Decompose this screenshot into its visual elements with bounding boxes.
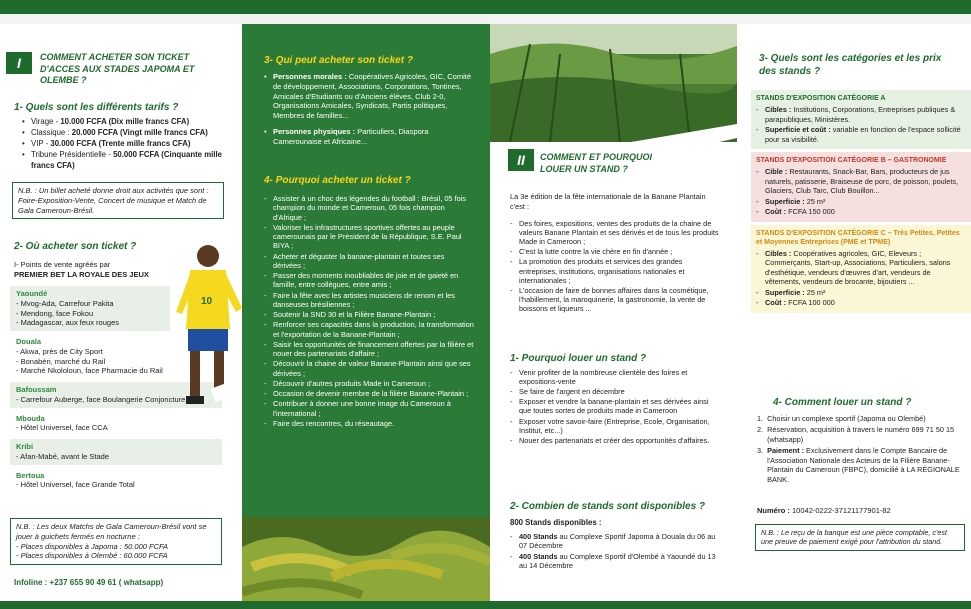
city-name: Mbouda bbox=[16, 413, 45, 423]
why-item: - Soutenir la SND 30 et la Filière Banane-Plantain ; bbox=[264, 310, 474, 319]
tarif-item: • Classique : 20.000 FCFA (Vingt mille francs CFA) bbox=[22, 128, 227, 138]
step-item: 1. Choisir un complexe sportif (Japoma ou Olembé) bbox=[757, 414, 926, 423]
city-name: Bafoussam bbox=[16, 385, 57, 394]
points-intro-text: I- Points de vente agréés par bbox=[14, 260, 111, 269]
city-block bbox=[10, 286, 170, 331]
panel-who-why bbox=[242, 24, 490, 601]
svg-text:10: 10 bbox=[201, 296, 213, 307]
q4-title: 4- Pourquoi acheter un ticket ? bbox=[264, 175, 411, 186]
why-item: - Saisir les opportunités de financement offertes par la filière et nouer des partenariats d'affaire ; bbox=[264, 340, 474, 359]
q1-title: 1- Quels sont les différents tarifs ? bbox=[14, 102, 179, 113]
why-item: - Contribuer à donner une bonne image du Cameroun à l'international ; bbox=[264, 399, 474, 418]
category-items bbox=[756, 105, 966, 144]
stands-title: 800 Stands disponibles : bbox=[510, 518, 602, 527]
city-spot: - Madagascar, aux feux rouges bbox=[16, 318, 119, 328]
why-stand-item: - Venir profiter de la nombreuse clientèle des foires et expositions-vente bbox=[510, 368, 722, 386]
category-item: - Cibles : Institutions, Corporations, Entreprises publiques & parapubliques, Ministères. bbox=[756, 105, 966, 124]
stands-item: - 400 Stands au Complexe Sportif d'Olembé à Yaoundé du 13 au 14 Décembre bbox=[510, 552, 722, 571]
nb-receipt: N.B. : Le reçu de la banque est une pièce comptable, c'est une preuve de paiement exigé pour l'attribution du stand. bbox=[755, 524, 965, 551]
category-item: - Coût : FCFA 100 000 bbox=[756, 298, 966, 307]
city-block bbox=[10, 334, 185, 379]
city-name: Kribi bbox=[16, 442, 34, 451]
category-item: - Superficie et coût : variable en fonction de l'espace sollicité pour sa visibilité. bbox=[756, 125, 966, 144]
section-number-badge bbox=[508, 149, 534, 171]
city-name: Douala bbox=[16, 337, 42, 346]
category-item: - Superficie : 25 m² bbox=[756, 288, 966, 297]
nb-gala-line: - Places disponibles à Olembé : 60.000 FCFA bbox=[16, 551, 168, 561]
points-intro bbox=[14, 260, 174, 280]
city-spot: - Mendong, face Fokou bbox=[16, 308, 94, 318]
section-number: I bbox=[6, 52, 32, 74]
why-item: - Découvrir d'autres produits Made in Cameroun ; bbox=[264, 379, 474, 388]
q2-title: 2- Combien de stands sont disponibles ? bbox=[510, 501, 706, 512]
infoline: Infoline : +237 655 90 49 61 ( whatsapp) bbox=[14, 578, 164, 587]
panel-tickets bbox=[0, 24, 242, 601]
city-name: Bertoua bbox=[16, 470, 45, 480]
category-title: STANDS D'EXPOSITION CATÉGORIE B – GASTRONOMIE bbox=[756, 157, 947, 165]
why-stand-item: - Exposer votre savoir-faire (Entreprise, Ecole, Organisation, Institut, etc...) bbox=[510, 417, 722, 435]
why-item: - Occasion de devenir membre de la filière Banane-Plantain ; bbox=[264, 389, 474, 398]
stands-list bbox=[510, 532, 722, 572]
steps-list bbox=[757, 414, 967, 486]
why-stand-item: - Nouer des partenariats et créer des opportunités d'affaires. bbox=[510, 436, 722, 445]
category-item: - Coût : FCFA 150 000 bbox=[756, 207, 966, 216]
top-border bbox=[0, 0, 971, 14]
q3-title: 3- Quels sont les catégories et les prix des stands ? bbox=[759, 53, 942, 77]
city-spot: - Marché Nkololoun, face Pharmacie du Rail bbox=[16, 366, 163, 376]
city-block bbox=[10, 468, 222, 494]
nb-gala bbox=[10, 518, 222, 565]
section-number-badge bbox=[6, 52, 32, 74]
section-title: COMMENT ACHETER SON TICKET D'ACCES AUX STADES JAPOMA ET OLEMBE ? bbox=[40, 52, 195, 86]
why-stand-item: - Se faire de l'argent en décembre bbox=[510, 387, 722, 396]
city-spot: - Carrefour Auberge, face Boulangerie Conjoncture bbox=[16, 394, 186, 404]
category-b bbox=[751, 152, 971, 222]
category-item: - Superficie : 25 m² bbox=[756, 197, 966, 206]
why-item: - Assister à un choc des légendes du football : Brésil, 05 fois champion du monde et Cameroun, 05 fois champion d'Afrique ; bbox=[264, 194, 474, 222]
who-item: • Personnes physiques : Particuliers, Diaspora Camerounaise et Africaine... bbox=[264, 127, 472, 147]
intro: La 3e édition de la fête internationale de la Banane Plantain c'est : bbox=[510, 192, 706, 211]
top-border-light bbox=[0, 14, 971, 24]
why-item: - Passer des moments inoubliables de joie et de gaieté en famille, entre collègues, entre amis ; bbox=[264, 271, 474, 290]
city-spot: - Bonabéri, marché du Rail bbox=[16, 356, 106, 366]
category-item: - Cibles : Coopératives agricoles, GIC, Eleveurs ; Commerçants, Start-up, Associations, Particuliers, salons d'esthétique, vendeurs d'œuvres d'art, vendeurs de vêtements, vendeurs de brocante, bijoutiers ... bbox=[756, 249, 966, 287]
why-item: - Faire la fête avec les artistes musiciens de renom et les danseuses brésiliennes ; bbox=[264, 291, 474, 310]
stands-item: - 400 Stands au Complexe Sportif Japoma à Douala du 06 au 07 Décembre bbox=[510, 532, 722, 551]
intro-item: - C'est la lutte contre la vie chère en fin d'année ; bbox=[510, 247, 722, 256]
nb-gala-line: N.B. : Les deux Matchs de Gala Cameroun-Brésil vont se jouer à guichets fermés en nocturne : bbox=[16, 522, 207, 541]
category-title: STANDS D'EXPOSITION CATÉGORIE A bbox=[756, 95, 886, 102]
tarif-item: • Tribune Présidentielle - 50.000 FCFA (Cinquante mille francs CFA) bbox=[22, 150, 227, 170]
bananas-image bbox=[242, 517, 490, 601]
tarif-list bbox=[22, 117, 227, 172]
category-title: STANDS D'EXPOSITION CATÉGORIE C – Très Petites, Petites et Moyennes Entreprises (PME et TPME) bbox=[756, 229, 960, 246]
who-list bbox=[264, 72, 472, 147]
q4-title: 4- Comment louer un stand ? bbox=[773, 397, 912, 408]
points-vendor: PREMIER BET LA ROYALE DES JEUX bbox=[14, 269, 149, 279]
tarif-item: • Virage - 10.000 FCFA (Dix mille francs CFA) bbox=[22, 117, 227, 127]
bottom-border bbox=[0, 601, 971, 609]
why-list bbox=[264, 194, 474, 429]
section-number: II bbox=[508, 149, 534, 171]
categories bbox=[751, 90, 971, 316]
step-item: 2. Réservation, acquisition à travers le numéro 699 71 50 15 (whatsapp) bbox=[757, 425, 955, 444]
plantation-image bbox=[490, 24, 737, 142]
intro-item: - La promotion des produits et services des grandes entreprises, institutions, organisations nationales et internationales ; bbox=[510, 257, 722, 284]
why-item: - Valoriser les infrastructures sportives offertes au peuple camerounais par le Président de la République, S.E. Paul BIYA ; bbox=[264, 223, 474, 251]
category-items bbox=[756, 249, 966, 308]
section-title: COMMENT ET POURQUOI LOUER UN STAND ? bbox=[540, 152, 652, 174]
why-item: - Renforcer ses capacités dans la production, la transformation et l'exportation de la Banane-Plantain ; bbox=[264, 320, 474, 339]
city-spot: - Akwa, près de City Sport bbox=[16, 346, 103, 356]
q1-title: 1- Pourquoi louer un stand ? bbox=[510, 353, 647, 364]
panel-categories bbox=[737, 24, 971, 601]
intro-item: - L'occasion de faire de bonnes affaires dans la cosmétique, l'habillement, la maroquinerie, la gastronomie, la vente de boissons et liqueurs ... bbox=[510, 286, 722, 313]
category-c bbox=[751, 225, 971, 313]
panel-stands bbox=[490, 24, 737, 601]
city-spot: - Afan-Mabé, avant le Stade bbox=[16, 451, 109, 461]
city-spot: - Hôtel Universel, face CCA bbox=[16, 423, 108, 433]
why-stand-item: - Exposer et vendre la banane-plantain et ses dérivées ainsi que toutes sortes de produits made in Cameroon bbox=[510, 397, 722, 415]
q2-title: 2- Où acheter son ticket ? bbox=[14, 241, 137, 252]
tarif-item: • VIP - 30.000 FCFA (Trente mille francs CFA) bbox=[22, 139, 227, 149]
city-spot: - Mvog-Ada, Carrefour Pakita bbox=[16, 298, 114, 308]
q3-title: 3- Qui peut acheter son ticket ? bbox=[264, 55, 413, 66]
nb-gala-line: - Places disponibles à Japoma : 50.000 FCFA bbox=[16, 541, 169, 551]
city-spot: - Hôtel Universel, face Grande Total bbox=[16, 480, 135, 490]
why-stand-list bbox=[510, 368, 722, 446]
category-items bbox=[756, 167, 966, 216]
city-name: Yaoundé bbox=[16, 289, 48, 298]
intro-list bbox=[510, 219, 722, 314]
step-item: 3. Paiement : Exclusivement dans le Compte Bancaire de l'Association Nationale des Acteurs de la Filière Banane-Plantain du Cameroun (FBPC), domicilié à LA RÉGIONALE BANK. bbox=[757, 446, 960, 484]
intro-item: - Des foires, expositions, ventes des produits de la chaine de valeurs Banane Plantain et ses dérivés et de tous les produits Made in Cameroon ; bbox=[510, 219, 722, 246]
who-item: • Personnes morales : Coopératives Agricoles, GIC, Comité de développement, Associations, Corporations, Tontines, Amicales d'Etudiants ou d'Anciens élèves, Club 2-0, Organisations Amicales, Syndicats, Partis politiques, Membres de familles... bbox=[264, 72, 472, 121]
account-number: Numéro : 10042-0222-37121177901-82 bbox=[757, 506, 891, 515]
why-item: - Faire des rencontres, du réseautage. bbox=[264, 419, 474, 428]
category-item: - Cible : Restaurants, Snack-Bar, Bars, producteurs de jus naturels, patisserie, Braiseuse de porc, de poisson, poulets, Glaciers, Club Tarc, Club Bouillon... bbox=[756, 167, 966, 195]
why-item: - Découvrir la chaine de valeur Banane-Plantain ainsi que ses dérivées ; bbox=[264, 359, 474, 378]
city-block bbox=[10, 439, 222, 465]
football-player-image bbox=[168, 234, 242, 424]
nb-billet: N.B. : Un billet acheté donne droit aux activités que sont : Foire-Exposition-Vente, Concert de musique et Match de Gala Cameroun-Brésil. bbox=[12, 182, 224, 219]
why-item: - Acheter et déguster la banane-plantain et toutes ses dérivées ; bbox=[264, 252, 474, 271]
category-a bbox=[751, 90, 971, 149]
